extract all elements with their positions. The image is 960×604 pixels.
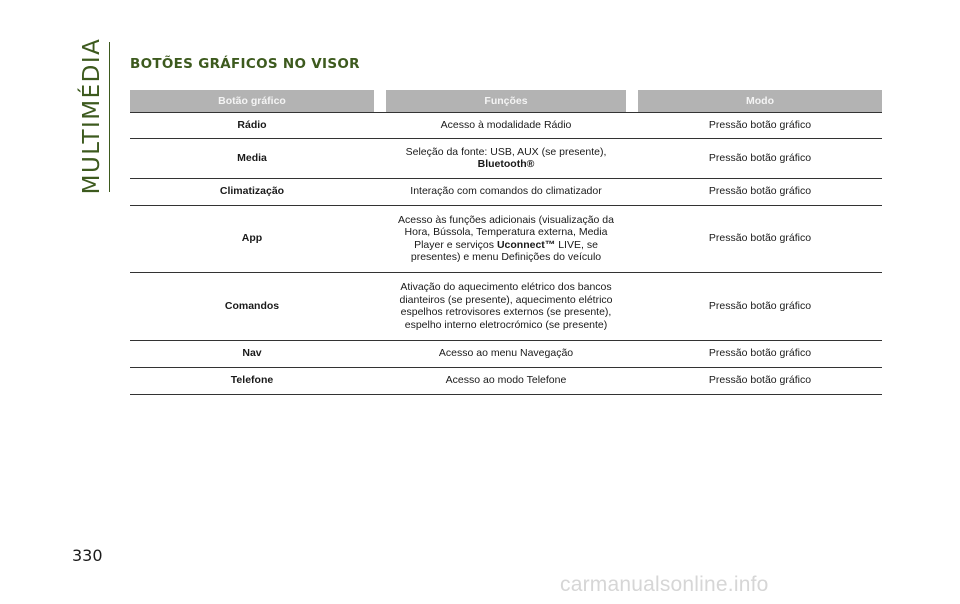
button-name: Comandos: [130, 273, 374, 341]
button-name: Climatização: [130, 179, 374, 206]
table-row: [130, 368, 882, 395]
function-text: Acesso às funções adicionais (visualização da Hora, Bússola, Temperatura externa, Media Player e serviços Uconnect™ LIVE, se presentes) e menu Definições do veículo: [386, 206, 626, 273]
button-name: App: [130, 206, 374, 273]
mode-text: Pressão botão gráfico: [638, 206, 882, 273]
table-row: [130, 112, 882, 139]
page-number: 330: [72, 546, 103, 565]
function-text: Acesso ao menu Navegação: [386, 341, 626, 368]
function-text: Interação com comandos do climatizador: [386, 179, 626, 206]
function-text: Seleção da fonte: USB, AUX (se presente), Bluetooth®: [386, 139, 626, 179]
function-text: Acesso ao modo Telefone: [386, 368, 626, 395]
button-name: Rádio: [130, 112, 374, 139]
chapter-divider: [109, 42, 110, 192]
table-row: [130, 139, 882, 179]
section-title: BOTÕES GRÁFICOS NO VISOR: [130, 56, 360, 72]
chapter-title: MULTIMÉDIA: [79, 37, 105, 195]
watermark-link[interactable]: carmanualsonline.info: [560, 573, 769, 596]
header-mode: Modo: [638, 90, 882, 112]
mode-text: Pressão botão gráfico: [638, 341, 882, 368]
table-header-row: [130, 90, 882, 112]
mode-text: Pressão botão gráfico: [638, 179, 882, 206]
button-name: Nav: [130, 341, 374, 368]
graphic-buttons-table: [130, 90, 882, 395]
button-name: Media: [130, 139, 374, 179]
mode-text: Pressão botão gráfico: [638, 273, 882, 341]
table-row: [130, 273, 882, 341]
header-functions: Funções: [386, 90, 626, 112]
mode-text: Pressão botão gráfico: [638, 112, 882, 139]
chapter-side-label: [72, 37, 112, 195]
table-row: [130, 341, 882, 368]
mode-text: Pressão botão gráfico: [638, 139, 882, 179]
table-row: [130, 206, 882, 273]
function-text: Ativação do aquecimento elétrico dos bancos dianteiros (se presente), aquecimento elétrico espelhos retrovisores externos (se presente), espelho interno eletrocrómico (se presente): [386, 273, 626, 341]
button-name: Telefone: [130, 368, 374, 395]
header-button: Botão gráfico: [130, 90, 374, 112]
mode-text: Pressão botão gráfico: [638, 368, 882, 395]
table-row: [130, 179, 882, 206]
function-text: Acesso à modalidade Rádio: [386, 112, 626, 139]
